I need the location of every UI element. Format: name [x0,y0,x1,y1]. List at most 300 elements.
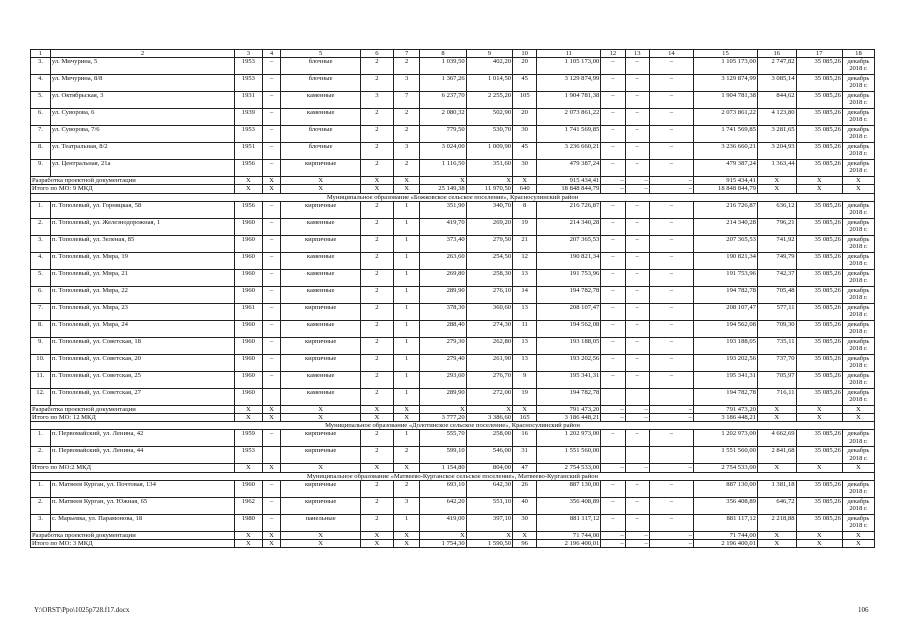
table-cell: 30 [513,160,537,177]
table-cell: 1 [393,388,419,405]
table-cell: декабрь 2018 г. [842,337,874,354]
summary-cell: Х [393,540,419,548]
table-cell: п. Первомайский, ул. Ленина, 44 [50,447,234,464]
table-cell: – [601,430,625,447]
table-cell: 3 085,14 [757,75,796,92]
table-cell: 272,00 [466,388,512,405]
section-title: Муниципальное образование «Матвеево-Курганское сельское поселение», Матвеево-Курганский район [31,472,875,480]
table-cell: – [625,371,649,388]
table-cell: 340,70 [466,201,512,218]
column-number: 11 [537,50,601,58]
table-cell: 254,50 [466,252,512,269]
summary-cell: 2 754 533,00 [693,464,757,472]
table-cell: 749,79 [757,252,796,269]
table-cell: 1960 [235,320,263,337]
table-cell: декабрь 2018 г. [842,235,874,252]
summary-cell: Х [360,540,393,548]
table-cell: п. Тополевый, ул. Советская, 20 [50,354,234,371]
table-cell: 214 340,28 [537,218,601,235]
table-cell: 2 [360,218,393,235]
table-cell: – [601,252,625,269]
summary-cell: Х [235,185,263,193]
summary-cell: Х [281,540,360,548]
table-cell: 479 387,24 [693,160,757,177]
table-cell: 4. [31,252,51,269]
table-cell: 35 085,26 [796,354,842,371]
table-cell: 1 105 173,00 [537,58,601,75]
table-cell: 2 [360,337,393,354]
table-row [31,269,875,286]
table-cell: – [625,92,649,109]
summary-cell: 18 848 844,79 [693,185,757,193]
table-cell: ул. Театральная, 8/2 [50,143,234,160]
table-cell: 19 [513,388,537,405]
table-cell: 1 551 560,00 [537,447,601,464]
table-cell: 190 821,34 [693,252,757,269]
table-cell: 2 [360,126,393,143]
table-cell: – [625,75,649,92]
summary-cell: Х [262,177,281,185]
table-cell: 1 039,50 [420,58,466,75]
table-cell: кирпичные [281,354,360,371]
table-cell: 20 [513,109,537,126]
table-cell: 13 [513,337,537,354]
column-number: 15 [693,50,757,58]
table-cell: 35 085,26 [796,269,842,286]
table-row [31,126,875,143]
table-cell: 397,10 [466,514,512,531]
table-cell: 378,30 [420,303,466,320]
summary-cell: Х [360,185,393,193]
table-cell: 2 [360,447,393,464]
table-cell: 31 [513,447,537,464]
table-cell: – [601,160,625,177]
table-cell: 3 236 660,21 [537,143,601,160]
table-cell: 9. [31,160,51,177]
table-cell: 207 365,53 [693,235,757,252]
summary-cell: Х [842,531,874,539]
table-cell: 1 [393,252,419,269]
table-cell: – [262,371,281,388]
table-cell: 35 085,26 [796,497,842,514]
summary-cell: 71 744,00 [537,531,601,539]
summary-cell: – [625,464,649,472]
table-cell [601,447,625,464]
table-cell: блочные [281,143,360,160]
summary-cell: Х [360,405,393,413]
table-body [31,50,875,548]
table-cell: 279,50 [466,235,512,252]
table-cell: декабрь 2018 г. [842,109,874,126]
table-cell: 3 [393,143,419,160]
table-cell: п. Тополевый, ул. Мира, 23 [50,303,234,320]
table-cell: 288,40 [420,320,466,337]
summary-cell: Х [262,464,281,472]
table-cell: 479 387,24 [537,160,601,177]
summary-cell: Х [466,177,512,185]
table-cell: 12 [513,252,537,269]
table-cell: 2 [360,388,393,405]
table-cell [625,447,649,464]
table-cell: 1 014,50 [466,75,512,92]
table-row [31,303,875,320]
table-cell: – [601,354,625,371]
table-cell: – [625,514,649,531]
table-cell: 1 [393,514,419,531]
table-cell: 45 [513,143,537,160]
table-cell: – [601,320,625,337]
table-cell: 3. [31,58,51,75]
column-number: 2 [50,50,234,58]
table-cell: блочные [281,58,360,75]
summary-cell: Х [513,177,537,185]
summary-cell: Х [513,531,537,539]
table-cell: п. Тополевый, ул. Мира, 19 [50,252,234,269]
summary-cell: Х [842,405,874,413]
table-cell: 2 [360,75,393,92]
table-row [31,235,875,252]
table-cell: кирпичные [281,235,360,252]
table-cell: декабрь 2018 г. [842,480,874,497]
table-cell: 642,30 [466,480,512,497]
table-cell: 4 662,69 [757,430,796,447]
table-cell: 636,12 [757,201,796,218]
table-cell: – [649,430,693,447]
section-title: Муниципальное образование «Божковское сельское поселение», Красносулинский район [31,193,875,201]
table-cell: 2 [393,447,419,464]
table-cell: – [625,286,649,303]
table-cell: – [649,320,693,337]
summary-label: Разработка проектной документации [31,177,235,185]
table-cell: – [262,354,281,371]
table-cell: – [649,252,693,269]
table-cell: 194 782,78 [693,286,757,303]
table-cell: 1 741 569,85 [693,126,757,143]
table-cell: 709,30 [757,320,796,337]
table-cell: 1 [393,235,419,252]
data-table-container [30,49,875,548]
table-cell: – [649,201,693,218]
summary-cell: Х [360,414,393,422]
table-cell: 1960 [235,252,263,269]
table-cell: п. Тополевый, ул. Советская, 25 [50,371,234,388]
summary-cell: – [649,540,693,548]
summary-cell: Х [235,540,263,548]
table-row [31,75,875,92]
table-cell: – [625,252,649,269]
table-cell: 13 [513,269,537,286]
table-cell: 35 085,26 [796,286,842,303]
table-cell: декабрь 2018 г. [842,514,874,531]
summary-row [31,414,875,422]
table-cell: – [625,303,649,320]
table-cell: 35 085,26 [796,218,842,235]
summary-cell: Х [796,540,842,548]
summary-cell: Х [842,177,874,185]
table-cell: декабрь 2018 г. [842,201,874,218]
table-cell: 693,10 [420,480,466,497]
table-cell: 35 085,26 [796,252,842,269]
table-cell: 419,70 [420,218,466,235]
column-number: 7 [393,50,419,58]
column-number: 4 [262,50,281,58]
table-cell: ул. Суворова, 7/6 [50,126,234,143]
table-cell: – [625,109,649,126]
summary-cell: Х [420,531,466,539]
table-cell: декабрь 2018 г. [842,320,874,337]
table-cell: – [649,514,693,531]
table-row [31,388,875,405]
table-cell: декабрь 2018 г. [842,269,874,286]
table-cell: – [262,201,281,218]
table-cell: 351,90 [420,201,466,218]
table-cell: 3 236 660,21 [693,143,757,160]
table-cell: 2 747,82 [757,58,796,75]
table-cell: 35 085,26 [796,235,842,252]
table-cell: 269,20 [466,218,512,235]
table-cell: 289,90 [420,286,466,303]
table-cell: – [649,235,693,252]
table-cell: – [649,92,693,109]
summary-cell: – [649,464,693,472]
table-row [31,286,875,303]
table-cell: 1960 [235,269,263,286]
table-cell: – [625,126,649,143]
summary-label: Разработка проектной документации [31,405,235,413]
table-cell: 193 202,56 [537,354,601,371]
table-cell: 1939 [235,109,263,126]
table-cell: 2 [360,160,393,177]
summary-cell: – [649,531,693,539]
column-number: 12 [601,50,625,58]
table-cell: – [601,92,625,109]
table-cell: ул. Суворова, 6 [50,109,234,126]
table-cell: – [649,143,693,160]
table-cell: каменные [281,218,360,235]
table-cell: – [262,126,281,143]
table-cell: – [625,218,649,235]
summary-cell: 915 434,41 [537,177,601,185]
summary-cell: Х [262,405,281,413]
table-cell [625,388,649,405]
table-cell: 3 129 874,99 [693,75,757,92]
summary-cell: 791 473,20 [537,405,601,413]
summary-cell: Х [262,531,281,539]
housing-repair-table [30,49,875,548]
table-cell: 1956 [235,201,263,218]
table-cell: 191 753,96 [693,269,757,286]
table-cell: 1960 [235,388,263,405]
summary-cell: – [625,177,649,185]
summary-cell: – [625,405,649,413]
summary-cell: Х [281,405,360,413]
table-cell: 2 [360,269,393,286]
table-cell: 1956 [235,160,263,177]
table-cell: 1 [393,218,419,235]
table-cell: декабрь 2018 г. [842,143,874,160]
table-cell: 262,80 [466,337,512,354]
table-cell: 1951 [235,143,263,160]
table-cell: – [601,497,625,514]
column-number: 13 [625,50,649,58]
table-cell: – [601,75,625,92]
table-cell: 502,90 [466,109,512,126]
table-cell: – [601,201,625,218]
table-cell: 293,60 [420,371,466,388]
table-cell: – [262,252,281,269]
table-cell: 1961 [235,303,263,320]
summary-cell: 2 196 400,01 [537,540,601,548]
table-cell: декабрь 2018 г. [842,58,874,75]
table-cell: 12. [31,388,51,405]
table-cell: 207 365,53 [537,235,601,252]
table-cell: 3 281,65 [757,126,796,143]
summary-cell: 96 [513,540,537,548]
table-row [31,160,875,177]
table-cell: 1 741 569,85 [537,126,601,143]
summary-cell: Х [262,540,281,548]
table-cell: кирпичные [281,480,360,497]
summary-cell: Х [360,177,393,185]
table-cell: 887 130,00 [537,480,601,497]
table-cell: – [262,218,281,235]
table-row [31,320,875,337]
table-row [31,201,875,218]
section-heading-row [31,472,875,480]
summary-cell: Х [393,177,419,185]
table-cell: 1980 [235,514,263,531]
table-cell: каменные [281,92,360,109]
table-cell: 8. [31,320,51,337]
table-cell: 646,72 [757,497,796,514]
table-cell: – [262,160,281,177]
table-cell: 1953 [235,75,263,92]
page-number: 106 [858,606,869,614]
table-cell: 193 202,56 [693,354,757,371]
table-cell [649,388,693,405]
table-cell: 2 [360,235,393,252]
table-cell: 551,10 [466,497,512,514]
table-cell: 1960 [235,286,263,303]
summary-cell: – [625,414,649,422]
table-cell: 11 [513,320,537,337]
table-cell: 263,60 [420,252,466,269]
table-cell: 1960 [235,354,263,371]
table-cell: п. Тополевый, ул. Зеленая, 85 [50,235,234,252]
table-cell: 208 107,47 [693,303,757,320]
table-cell: п. Тополевый, ул. Советская, 18 [50,337,234,354]
summary-cell: Х [842,185,874,193]
table-cell: каменные [281,252,360,269]
table-cell: п. Тополевый, ул. Мира, 22 [50,286,234,303]
summary-cell: Х [796,177,842,185]
table-cell: ул. Октябрьская, 3 [50,92,234,109]
table-cell: – [601,235,625,252]
column-number: 3 [235,50,263,58]
table-cell: 1 [393,354,419,371]
summary-row [31,464,875,472]
table-cell: 3 204,93 [757,143,796,160]
table-cell: 1 116,50 [420,160,466,177]
table-row [31,109,875,126]
table-cell: – [649,109,693,126]
summary-cell: – [649,405,693,413]
summary-cell: – [601,464,625,472]
table-cell: п. Тополевый, ул. Горняцкая, 58 [50,201,234,218]
summary-cell: 47 [513,464,537,472]
summary-cell: 3 186 448,21 [693,414,757,422]
table-cell: 2 [360,514,393,531]
table-cell: 2 [393,58,419,75]
summary-cell: 18 848 844,79 [537,185,601,193]
summary-cell: 1 154,80 [420,464,466,472]
table-cell: 35 085,26 [796,447,842,464]
table-cell: 214 340,28 [693,218,757,235]
table-cell: – [625,143,649,160]
table-cell: 35 085,26 [796,126,842,143]
table-cell: п. Первомайский, ул. Ленина, 42 [50,430,234,447]
table-cell: 2 [360,371,393,388]
table-cell: 35 085,26 [796,109,842,126]
table-cell: 216 726,87 [537,201,601,218]
table-cell: – [649,218,693,235]
table-cell: 4 123,80 [757,109,796,126]
summary-cell: 1 590,50 [466,540,512,548]
table-cell: 356 408,89 [693,497,757,514]
table-cell: декабрь 2018 г. [842,354,874,371]
table-cell: 2 [393,109,419,126]
table-cell: 705,48 [757,286,796,303]
table-cell: декабрь 2018 г. [842,447,874,464]
summary-cell: Х [796,531,842,539]
table-cell: 190 821,34 [537,252,601,269]
table-cell: 402,20 [466,58,512,75]
summary-cell: Х [513,405,537,413]
table-cell: 35 085,26 [796,75,842,92]
summary-cell: Х [757,531,796,539]
table-cell: 1. [31,201,51,218]
table-cell: – [649,337,693,354]
summary-cell: Х [360,464,393,472]
summary-cell: 3 386,60 [466,414,512,422]
column-number-row [31,50,875,58]
table-row [31,252,875,269]
table-cell: кирпичные [281,201,360,218]
summary-cell: Х [393,405,419,413]
table-cell: – [625,320,649,337]
table-cell: – [625,235,649,252]
table-cell: п. Матвеев Курган, ул. Почтовая, 134 [50,480,234,497]
table-cell: – [649,497,693,514]
table-cell: 1953 [235,447,263,464]
table-cell: – [625,58,649,75]
summary-cell: – [649,414,693,422]
section-heading-row [31,193,875,201]
summary-cell: Х [262,414,281,422]
table-cell: 881 117,12 [537,514,601,531]
table-cell: 13 [513,303,537,320]
table-cell: – [601,480,625,497]
table-cell: 1960 [235,218,263,235]
table-cell: 1 363,44 [757,160,796,177]
table-cell: 13 [513,354,537,371]
table-row [31,337,875,354]
summary-cell: 2 754 533,00 [537,464,601,472]
table-cell: 5. [31,92,51,109]
table-cell: каменные [281,286,360,303]
table-cell: 642,20 [420,497,466,514]
table-cell: – [625,201,649,218]
